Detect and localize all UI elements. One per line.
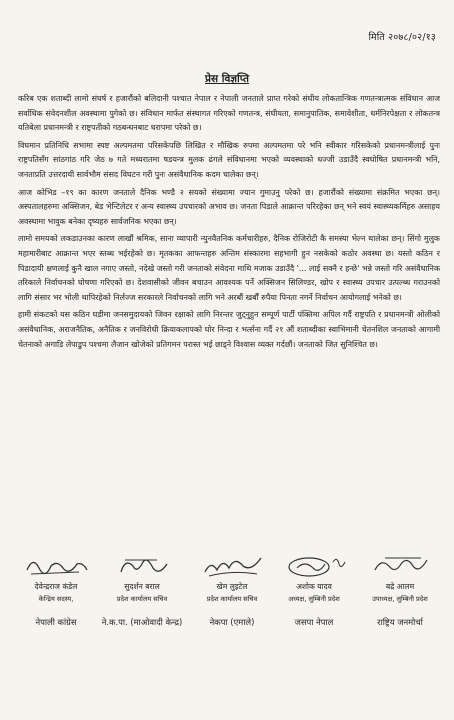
signatory-party: जसपा नेपाल: [294, 617, 334, 627]
signatory-name: अशोक यादव: [296, 582, 332, 591]
signatory-2: [98, 552, 186, 628]
signatory-5: [356, 552, 444, 628]
paragraph: लामो समयको लकडाउनका कारण लाखौं श्रमिक, साना व्यापारी न्युनवैतनिक कर्मचारीहरु, दैनिक रोजिरोटी कै समस्या भेल्न थालेका छन्। सिंगो मुलुक महामारीबाट आक्रान्त भएर स्तब्ध भईरहेको छ। मृतकका आफन्तहरु अन्तिम संस्कारमा सहभागी हुन नसकेको कठोर अवस्था छ। यस्तो कठिन र पिडादायी क्षणलाई कुनै खाल नगाए जस्तो, नदेखे जस्तो गरी जनताको संवेदना माथि मजाक उडाउँदै '... लाई सक्नै र हन्छे' भन्ने जस्तो गरि असंवैधानिक तरिकाले निर्वाचनको घोषणा गरिएको छ। देशवासीको जीवन बचाउन आवश्यक पर्ने अक्सिजन सिलिण्डर, खोप र स्वास्थ्य उपचार उत्पल्ब्ध गराउनको लागि संसार भर भोली थापिरहेको निर्लज्ज सरकारले निर्वाचनको लागि भने अरबौं खर्बौं रुपैया पिनता नगर्ने निर्वाचन आयोगलाई भनेको छ।: [18, 234, 440, 302]
signatory-1: [12, 552, 100, 628]
handwritten-signature-1: [21, 552, 91, 580]
signatory-role: उपाध्यक्ष, लुम्बिनी प्रदेश: [372, 595, 428, 603]
paragraph: आज कोभिड –१९ का कारण जनताले दैनिक भण्डै २ सयको संख्यामा ज्यान गुमाउनु परेको छ। हजारौंको संख्यामा संक्रमित भएका छन्। अस्पतालहरुमा अक्सिजन, बेड भेन्टिलेटर र अन्य स्वास्थ्य उपचारको अभाव छ। जनता पिडाले आक्रान्त परिरहेका छन् भने स्वयं स्वास्थ्यकर्मिहरु असाहय अवस्थामा भावुक बनेका दृष्यहरु सार्वजनिक भएका छन्।: [18, 187, 440, 226]
handwritten-signature-5: [365, 552, 435, 580]
paragraph: हामी संकटको यस कठिन घडीमा जनसमुदायको जिवन रक्षाको लागि निरन्तर जुट्नुहुन सम्पूर्ण पार्टी पंक्तिमा अपिल गर्दै राष्ट्रपति र प्रधानमन्त्री ओलीको असंवैधानिक, अराजनैतिक, अनैतिक र जनविरोधी क्रियाकलापको घोर निन्दा र भर्त्सना गर्दै २१ औं शताब्दीका स्वाभिमानी चेतनशिल जनताको आगामी चेतनाको अगाडि लेपाडुप पश्चमा लैजान खोजेको प्रतिगमन परास्त भई छाड्ने विश्वास व्यक्त गर्दछौं। जनताको जित सुनिश्चित छ।: [18, 310, 440, 349]
handwritten-signature-3: [197, 552, 267, 580]
signatory-party: नेकपा (एमाले): [209, 617, 255, 627]
paragraph: विघमान प्रतिनिधि सभामा स्पष्ट अल्पमतमा परिसकेपछि लिखित र मौखिक रुपमा अल्पमतमा परे भनि स्वीकार गरिसकेको प्रधानमन्त्रीलाई पुनः राष्ट्रपतिसँग सांठगांठ गरि जेठ ७ गते मध्यरातमा षडयन्त्र मुलक ढंगले संविधानमा भएको व्यवस्थाको धज्जी उडाउँदै स्वघोषित प्रधानमन्त्री भनि, जनताप्रति उत्तरदायी सार्वभौम संसद विघटन गरी पुनः असंवैधानिक कदम चालेका छन्।: [18, 140, 440, 179]
signatory-role: अध्यक्ष, लुम्बिनी प्रदेश: [288, 595, 340, 603]
handwritten-signature-2: [107, 552, 177, 580]
signatory-party: ने.क.पा. (माओवादी केन्द्र): [101, 617, 183, 627]
signatory-party: नेपाली कांग्रेस: [35, 617, 77, 627]
release-date: मिति २०७८/०२/१३: [368, 32, 436, 43]
signatory-name: खेम लुइटेल: [216, 582, 248, 591]
signatory-role: केन्द्रिय सदस्य,: [38, 595, 74, 603]
signatures-block: [12, 552, 444, 712]
signatory-name: बद्रे आलम: [385, 582, 415, 591]
signatory-role: प्रदेश कार्यालय सचिव: [116, 595, 168, 603]
signatory-3: [188, 552, 276, 628]
document-body: [18, 92, 440, 355]
signatory-name: देवेन्द्रराज कंडेल: [34, 582, 78, 591]
signatory-party: राष्ट्रिय जनमोर्चा: [377, 617, 423, 627]
paragraph: करिब एक शताब्दी लामो संघर्ष र हजारौंको बलिदानी पश्चात नेपाल र नेपाली जनताले प्राप्त गरेको संघीय लोकतान्त्रिक गणतन्त्रात्मक संविधान आज सर्वाधिक संवेदनशील अवस्थामा पुगेको छ। संविधान मार्फत संस्थागत गरिएको गणतन्त्र, संघीयता, समानुपातिक, समावेशीता, धर्मनिरपेक्षता र लोकतन्त्र यतिबेला प्रधानमन्त्री र राष्ट्रपतीको गठबन्धनबाट धरापमा परेको छ।: [18, 94, 440, 133]
signatory-role: प्रदेश कार्यालय सचिव: [206, 595, 258, 603]
document-title: प्रेस विज्ञप्ति: [205, 73, 249, 85]
handwritten-signature-4: [279, 552, 349, 580]
signatory-name: सुदर्शन बराल: [124, 582, 160, 591]
signatory-4: [270, 552, 358, 628]
